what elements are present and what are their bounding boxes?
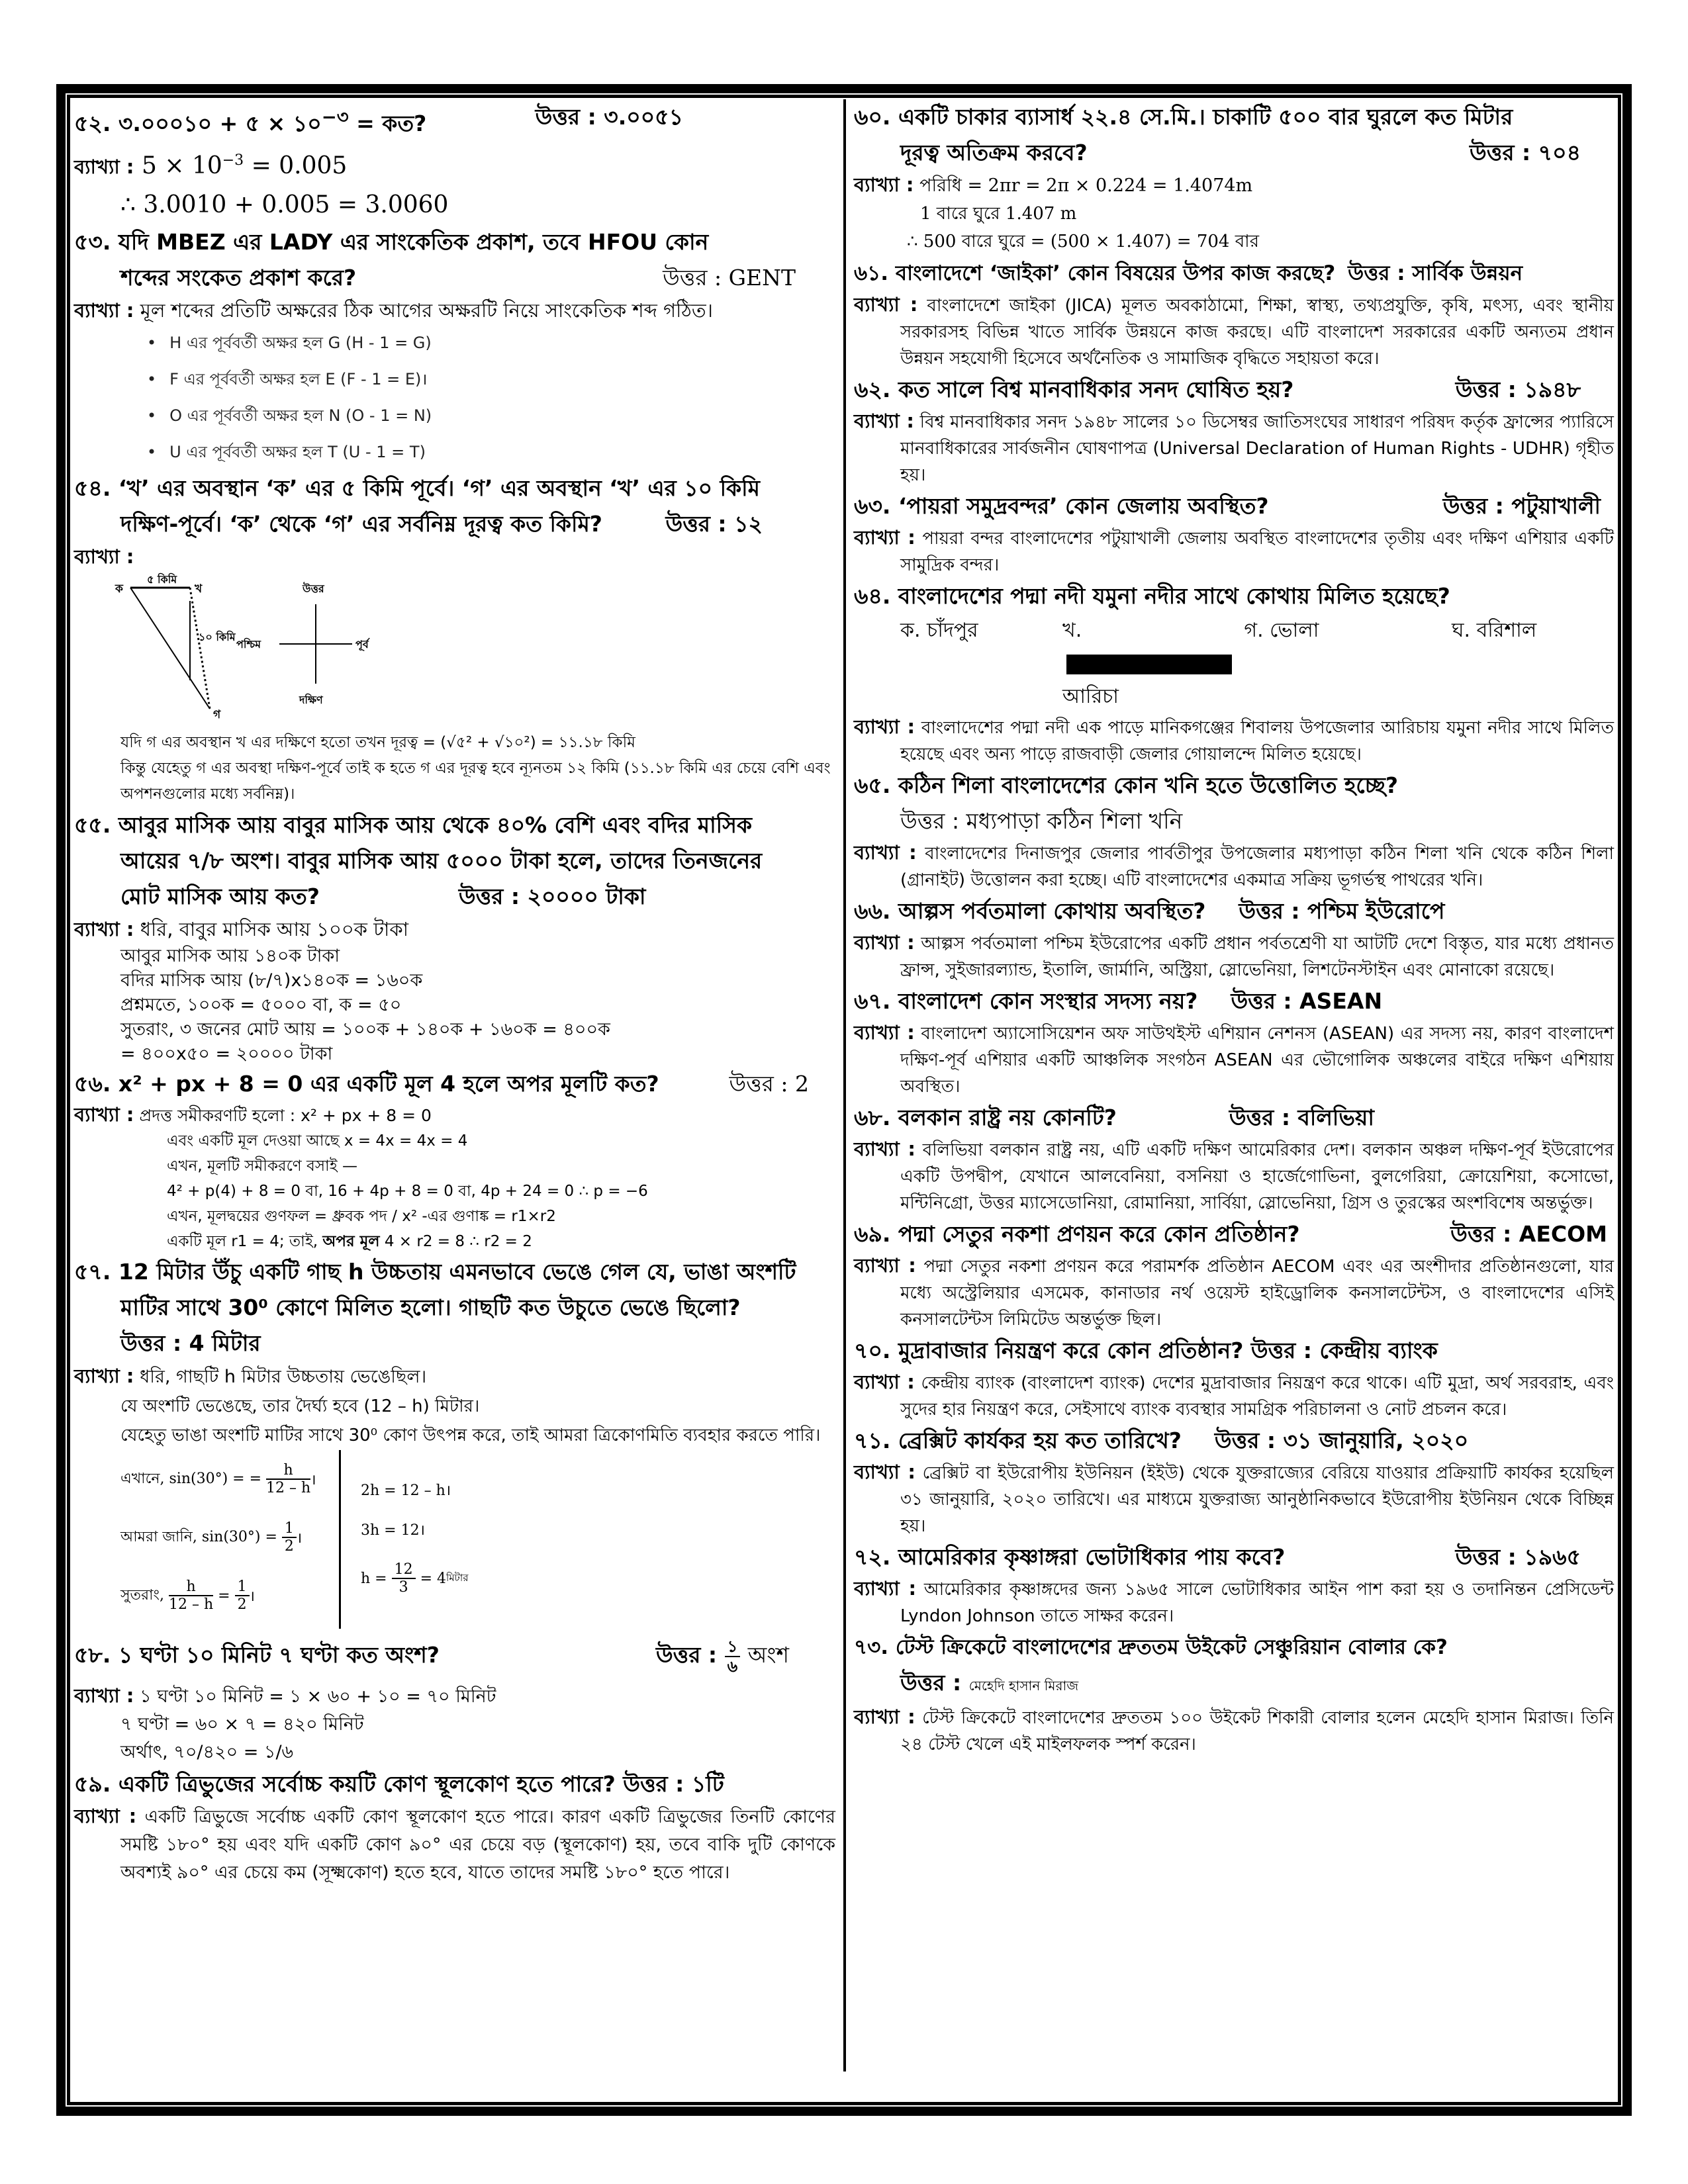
fraction-denominator: ৬: [727, 1657, 738, 1676]
explanation-math: 5 × 10: [141, 152, 222, 179]
question-text: যদি MBEZ এর LADY এর সাংকেতিক প্রকাশ, তবে HFOU কোন: [118, 229, 709, 255]
fraction-denominator: 2: [237, 1596, 247, 1613]
question-text: শব্দের সংকেত প্রকাশ করে?: [120, 265, 357, 291]
explanation-text: পায়রা বন্দর বাংলাদেশের পটুয়াখালী জেলায় অবস্থিত বাংলাদেশের তৃতীয় এবং দক্ষিণ এশিয়ার একটি সামুদ্রিক বন্দর।: [900, 529, 1615, 575]
explanation-text: বাংলাদেশের পদ্মা নদী এক পাড়ে মানিকগঞ্জের শিবালয় উপজেলার আরিচায় যমুনা নদীর সাথে মিলিত হয়েছে এবং অন্য পাড়ে রাজবাড়ী জেলার গোয়ালন্দে মিলিত হয়েছে।: [900, 718, 1614, 764]
explanation-label: ব্যাখ্যা :: [854, 1371, 915, 1393]
answer: উত্তর : পটুয়াখালী: [1442, 493, 1601, 519]
trig-step: আমরা জানি, sin(30°) =: [120, 1528, 277, 1545]
explanation-text: মূল শব্দের প্রতিটি অক্ষরের ঠিক আগের অক্ষরটি নিয়ে সাংকেতিক শব্দ গঠিত।: [140, 299, 714, 322]
question-text: কত সালে বিশ্ব মানবাধিকার সনদ ঘোষিত হয়?: [898, 377, 1294, 402]
explanation-text: কেন্দ্রীয় ব্যাংক (বাংলাদেশ ব্যাংক) দেশের মুদ্রাবাজার নিয়ন্ত্রণ করে থাকে। এটি মুদ্রা, অর্থ সরবরাহ, এবং সুদের হার নিয়ন্ত্রণ করে, সেইসাথে ব্যাংক ব্যবস্থার সামগ্রিক পরিচালনা ও নোট প্রচলন করে।: [900, 1373, 1614, 1420]
answer: উত্তর : 2: [729, 1071, 809, 1097]
compass-west-label: পশ্চিম: [236, 638, 261, 651]
answer: উত্তর : ৩১ জানুয়ারি, ২০২০: [1214, 1428, 1469, 1453]
explanation-line: ধরি, বাবুর মাসিক আয় ১০০ক টাকা: [140, 918, 409, 940]
explanation-text: একটি ত্রিভুজে সর্বোচ্চ একটি কোণ স্থূলকোণ হতে পারে। কারণ একটি ত্রিভুজের তিনটি কোণের সমষ্টি ১৮০° হয় এবং যদি একটি কোণ ৯০° এর চেয়ে বড় (স্থূলকোণ) হয়, তবে বাকি দুটি কোণকে অবশ্যই ৯০° এর চেয়ে কম (সূক্ষ্মকোণ) হতে হবে, যাতে তাদের সমষ্টি ১৮০° হতে পারে।: [120, 1807, 835, 1883]
trig-solution: এখানে, sin(30°) = = $\frac{h}{12 - h}$ । আমরা জানি, sin(30°) = $\frac{1}{2}$ । সুতরাং, $\frac{h}{12 - h}$ = $\frac{1}{2}$ । 2h = 12 – h। 3h = 12। h = $\frac{12}{3}$ = 4 মিটার: [74, 1450, 835, 1629]
explanation-line: প্রশ্নমতে, ১০০ক = ৫০০০ বা, ক = ৫০: [120, 995, 402, 1015]
question-number: ৬৮.: [854, 1105, 891, 1130]
question-text: আল্পস পর্বতমালা কোথায় অবস্থিত?: [898, 898, 1206, 924]
option-gha: ঘ. বরিশাল: [1452, 619, 1537, 642]
question-text: দক্ষিণ-পূর্বে। ‘ক’ থেকে ‘গ’ এর সর্বনিম্ন দূরত্ব কত কিমি?: [120, 511, 602, 537]
explanation-line: এবং একটি মূল দেওয়া আছে x = 4x = 4x = 4: [167, 1132, 468, 1150]
fraction-numerator: h: [169, 1578, 213, 1596]
explanation-text: বাংলাদেশের দিনাজপুর জেলার পার্বতীপুর উপজেলার মধ্যপাড়া কঠিন শিলা খনি থেকে কঠিন শিলা (গ্রানাইট) উত্তোলন করা হচ্ছে। এটি বাংলাদেশের একমাত্র সক্রিয় ভূগর্ভস্থ পাথরের খনি।: [900, 844, 1614, 890]
question-72: [854, 1539, 1614, 1629]
explanation-line: ৭ ঘণ্টা = ৬০ × ৭ = ৪২০ মিনিট: [120, 1714, 364, 1735]
question-58: [74, 1629, 835, 1766]
answer: উত্তর : ১৯৬৫: [1455, 1544, 1581, 1570]
explanation-label: ব্যাখ্যা :: [74, 1365, 134, 1387]
explanation-line: আবুর মাসিক আয় ১৪০ক টাকা: [120, 946, 340, 966]
question-text: ১ ঘণ্টা ১০ মিনিট ৭ ঘণ্টা কত অংশ?: [118, 1642, 440, 1668]
question-text: ‘খ’ এর অবস্থান ‘ক’ এর ৫ কিমি পূর্বে। ‘গ’ এর অবস্থান ‘খ’ এর ১০ কিমি: [118, 475, 760, 501]
question-text: আয়ের ৭/৮ অংশ। বাবুর মাসিক আয় ৫০০০ টাকা হলে, তাদের তিনজনের: [120, 848, 763, 874]
fraction-denominator: 12 – h: [266, 1480, 311, 1496]
explanation-line: প্রদত্ত সমীকরণটি হলো : x² + px + 8 = 0: [139, 1106, 432, 1125]
explanation-label: ব্যাখ্যা :: [854, 293, 918, 316]
question-69: [854, 1216, 1614, 1333]
explanation-label: ব্যাখ্যা :: [854, 1254, 916, 1277]
question-text: ব্রেক্সিট কার্যকর হয় কত তারিখে?: [898, 1428, 1182, 1453]
ka-ga-line: [130, 588, 210, 709]
explanation-line: বদির মাসিক আয় (৮/৭)x১৪০ক = ১৬০ক: [120, 970, 423, 991]
question-62: [854, 372, 1614, 488]
question-71: [854, 1423, 1614, 1539]
question-73: [854, 1629, 1614, 1758]
direction-diagram-svg: [74, 571, 577, 730]
point-ka-label: ক: [115, 582, 123, 596]
answer: উত্তর : সার্বিক উন্নয়ন: [1348, 261, 1523, 285]
answer: উত্তর : 4 মিটার: [120, 1330, 261, 1356]
fraction-numerator: 12: [392, 1561, 416, 1579]
answer: উত্তর : মধ্যপাড়া কঠিন শিলা খনি: [900, 808, 1183, 834]
explanation-label: ব্যাখ্যা :: [854, 1577, 917, 1600]
explanation-line: ১ ঘণ্টা ১০ মিনিট = ১ × ৬০ + ১০ = ৭০ মিনিট: [140, 1686, 496, 1707]
answer: উত্তর : ১৯৪৮: [1455, 377, 1581, 402]
explanation-label: ব্যাখ্যা :: [854, 173, 914, 196]
point-ga-label: গ: [213, 708, 221, 721]
question-65: [854, 768, 1614, 893]
trig-step: = 4: [420, 1570, 447, 1587]
question-59: [74, 1766, 835, 1887]
fraction-denominator: 3: [399, 1579, 408, 1596]
answer: উত্তর : বলিভিয়া: [1229, 1105, 1374, 1130]
question-number: ৬১.: [854, 261, 889, 285]
question-text: ৩.০০০১০ + ৫ × ১০: [118, 111, 322, 136]
explanation-label: ব্যাখ্যা :: [74, 156, 134, 178]
answer: উত্তর : ৩.০০৫১: [535, 104, 683, 130]
question-text: মোট মাসিক আয় কত?: [120, 884, 320, 909]
fraction-numerator: 1: [235, 1578, 250, 1596]
question-number: ৫৭.: [74, 1259, 111, 1285]
explanation-line: যেহেতু ভাঙা অংশটি মাটির সাথে 30⁰ কোণ উৎপন্ন করে, তাই আমরা ত্রিকোণমিতি ব্যবহার করতে পারি।: [120, 1426, 821, 1445]
question-text: মাটির সাথে 30⁰ কোণে মিলিত হলো। গাছটি কত উচুতে ভেঙে ছিলো?: [120, 1295, 741, 1320]
trig-step: সুতরাং,: [120, 1586, 164, 1604]
question-text: ‘পায়রা সমুদ্রবন্দর’ কোন জেলায় অবস্থিত?: [898, 493, 1269, 519]
explanation-text: আল্পস পর্বতমালা পশ্চিম ইউরোপের একটি প্রধান পর্বতশ্রেণী যা আটটি দেশে বিস্তৃত, যার মধ্যে প্রধানত ফ্রান্স, সুইজারল্যান্ড, ইতালি, জার্মানি, অস্ট্রিয়া, স্লোভেনিয়া, লিশটেনস্টাইন এবং মোনাকো রয়েছে।: [900, 934, 1614, 980]
trig-step: এখানে, sin(30°) = =: [120, 1470, 262, 1487]
trig-step: h =: [361, 1570, 387, 1587]
answer: উত্তর : ১২: [665, 511, 763, 537]
explanation-label: ব্যাখ্যা :: [854, 715, 915, 738]
exponent: −৩: [321, 107, 349, 128]
explanation-label: ব্যাখ্যা :: [74, 918, 134, 940]
explanation-label: ব্যাখ্যা :: [74, 1103, 134, 1126]
punctuation: ।: [249, 1588, 255, 1605]
explanation-line: অর্থাৎ, ৭০/৪২০ = ১/৬: [120, 1742, 294, 1762]
question-number: ৬২.: [854, 377, 891, 402]
explanation-label: ব্যাখ্যা :: [854, 410, 914, 432]
explanation-math: = 0.005: [244, 152, 348, 179]
answer: উত্তর : ৭০৪: [1470, 140, 1581, 165]
bullet-item: • O এর পূর্ববর্তী অক্ষর হল N (O - 1 = N): [74, 398, 835, 434]
question-number: ৫৫.: [74, 812, 111, 838]
explanation-math: ∴ 3.0010 + 0.005 = 3.0060: [120, 191, 449, 218]
question-53: [74, 224, 835, 471]
explanation-text: আমেরিকার কৃষ্ণাঙ্গদের জন্য ১৯৬৫ সালে ভোটাধিকার আইন পাশ করা হয় ও তদানিন্তন প্রেসিডেন্ট Lyndon Johnson তাতে সাক্ষর করেন।: [900, 1580, 1615, 1626]
explanation-label: ব্যাখ্যা :: [74, 299, 134, 322]
explanation-line: 4² + p(4) + 8 = 0 বা, 16 + 4p + 8 = 0 বা, 4p + 24 = 0 ∴ p = −6: [167, 1183, 648, 1200]
question-number: ৫৬.: [74, 1071, 111, 1097]
answer: উত্তর : ASEAN: [1231, 988, 1383, 1014]
answer: উত্তর : GENT: [663, 265, 796, 291]
explanation-line: ∴ 500 বারে ঘুরে = (500 × 1.407) = 704 বার: [907, 232, 1260, 251]
question-64: [854, 578, 1614, 768]
explanation-line: সুতরাং, ৩ জনের মোট আয় = ১০০ক + ১৪০ক + ১৬০ক = ৪০০ক: [120, 1019, 610, 1040]
explanation-text: টেস্ট ক্রিকেটে বাংলাদেশের দ্রুততম ১০০ উইকেট শিকারী বোলার হলেন মেহেদি হাসান মিরাজ। তিনি ২৪ টেস্ট খেলে এই মাইলফলক স্পর্শ করেন।: [900, 1708, 1614, 1754]
question-61: [854, 255, 1614, 372]
question-text: একটি চাকার ব্যাসার্ধ ২২.৪ সে.মি.। চাকাটি ৫০০ বার ঘুরলে কত মিটার: [898, 104, 1513, 130]
point-kha-label: খ: [195, 582, 203, 596]
punctuation: ।: [296, 1530, 303, 1547]
answer-options: [854, 614, 1614, 713]
bullet-item: • F এর পূর্ববর্তী অক্ষর হল E (F - 1 = E)।: [74, 361, 835, 398]
question-number: ৬৫.: [854, 772, 891, 798]
trig-step: 2h = 12 – h।: [361, 1482, 451, 1499]
explanation-text: পদ্মা সেতুর নকশা প্রণয়ন করে পরামর্শক প্রতিষ্ঠান AECOM এবং এর অংশীদার প্রতিষ্ঠানগুলো, যার মধ্যে অস্ট্রেলিয়ার এসমেক, কানাডার নর্থ ওয়েস্ট হাইড্রোলিক কনসালটেন্টস, ও বাংলাদেশের এসিই কনসালটেন্টস লিমিটেড অন্তর্ভুক্ত ছিল।: [900, 1257, 1614, 1330]
question-text: কঠিন শিলা বাংলাদেশের কোন খনি হতে উত্তোলিত হচ্ছে?: [898, 772, 1398, 798]
fraction-numerator: h: [266, 1462, 310, 1480]
explanation-line: 4 × r2 = 8 ∴ r2 = 2: [379, 1233, 532, 1250]
question-text: বাংলাদেশের পদ্মা নদী যমুনা নদীর সাথে কোথায় মিলিত হয়েছে?: [898, 583, 1450, 609]
emphasis-text: অপর মূল: [322, 1233, 380, 1250]
exponent: −3: [222, 152, 244, 169]
answer: মেহেদি হাসান মিরাজ: [968, 1678, 1079, 1694]
question-60: [854, 99, 1614, 255]
explanation-line: এখন, মূলটি সমীকরণে বসাই —: [167, 1158, 357, 1175]
explanation-label: ব্যাখ্যা :: [854, 526, 915, 549]
question-66: [854, 893, 1614, 983]
explanation-line: = ৪০০x৫০ = ২০০০০ টাকা: [120, 1044, 333, 1064]
answer-label: উত্তর :: [655, 1642, 718, 1668]
explanation-line: যে অংশটি ভেঙেছে, তার দৈর্ঘ্য হবে (12 – h) মিটার।: [120, 1396, 480, 1416]
question-number: ৬০.: [854, 104, 891, 130]
question-56: [74, 1066, 835, 1254]
fraction-denominator: 2: [284, 1538, 294, 1555]
question-number: ৭৩.: [854, 1635, 889, 1659]
option-ka: ক. চাঁদপুর: [900, 619, 978, 642]
question-number: ৭০.: [854, 1338, 891, 1363]
answer: উত্তর : কেন্দ্রীয় ব্যাংক: [1250, 1338, 1438, 1363]
explanation-text: বাংলাদেশ অ্যাসোসিয়েশন অফ সাউথইস্ট এশিয়ান নেশনস (ASEAN) এর সদস্য নয়, কারণ বাংলাদেশ দক্ষিণ-পূর্ব এশিয়ার একটি আঞ্চলিক সংগঠন ASEAN এর ভৌগোলিক অঞ্চলের বাইরে দক্ষিণ এশিয়ায় অবস্থিত।: [900, 1024, 1614, 1097]
question-text: 12 মিটার উঁচু একটি গাছ h উচ্চতায় এমনভাবে ভেঙে গেল যে, ভাঙা অংশটি: [118, 1259, 796, 1285]
question-number: ৬৯.: [854, 1221, 891, 1247]
question-text: দূরত্ব অতিক্রম করবে?: [900, 140, 1088, 165]
question-text: টেস্ট ক্রিকেটে বাংলাদেশের দ্রুততম উইকেট সেঞ্চুরিয়ান বোলার কে?: [895, 1635, 1448, 1659]
explanation-text: বিশ্ব মানবাধিকার সনদ ১৯৪৮ সালের ১০ ডিসেম্বর জাতিসংঘের সাধারণ পরিষদ কর্তৃক ফ্রান্সের প্যারিসে মানবাধিকারের সার্বজনীন ঘোষণাপত্র (Universal Declaration of Human Rights - UDHR) গৃহীত হয়।: [900, 412, 1614, 485]
explanation-label: ব্যাখ্যা :: [74, 1684, 134, 1707]
explanation-label: ব্যাখ্যা :: [74, 545, 134, 568]
answer: উত্তর : ২০০০০ টাকা: [458, 884, 646, 909]
question-text: একটি ত্রিভুজের সর্বোচ্চ কয়টি কোণ স্থূলকোণ হতে পারে?: [118, 1771, 616, 1797]
compass-south-label: দক্ষিণ: [299, 694, 323, 706]
explanation-line: একটি মূল r1 = 4; তাই,: [167, 1233, 323, 1250]
explanation-line: এখন, মূলদ্বয়ের গুণফল = ধ্রুবক পদ / x² -এর গুণাঙ্ক = r1×r2: [167, 1208, 556, 1225]
question-55: [74, 807, 835, 1066]
question-text: আমেরিকার কৃষ্ণাঙ্গরা ভোটাধিকার পায় কবে?: [898, 1544, 1286, 1570]
fraction-denominator: 12 – h: [168, 1596, 214, 1613]
explanation-text: কিন্তু যেহেতু গ এর অবস্থা দক্ষিণ-পূর্বে তাই ক হতে গ এর দূরত্ব হবে ন্যূনতম ১২ কিমি (১১.১৮ কিমি এর চেয়ে বেশি এবং অপশনগুলোর মধ্যে সর্বনিম্ন)।: [120, 760, 831, 803]
question-number: ৫৪.: [74, 475, 111, 501]
compass-east-label: পূর্ব: [355, 638, 369, 651]
option-text: আরিচা: [1062, 685, 1119, 708]
unit-label: মিটার: [446, 1571, 469, 1584]
explanation-line: 1 বারে ঘুরে 1.407 m: [920, 204, 1077, 224]
question-text: পদ্মা সেতুর নকশা প্রণয়ন করে কোন প্রতিষ্ঠান?: [898, 1221, 1300, 1247]
question-text: মুদ্রাবাজার নিয়ন্ত্রণ করে কোন প্রতিষ্ঠান?: [898, 1338, 1244, 1363]
explanation-label: ব্যাখ্যা :: [854, 1461, 915, 1483]
question-68: [854, 1100, 1614, 1216]
selected-marker-icon: [1066, 655, 1232, 674]
left-column: [74, 99, 835, 1887]
question-number: ৬৬.: [854, 898, 891, 924]
trig-step: 3h = 12।: [361, 1522, 425, 1539]
option-kha: [1062, 614, 1244, 713]
distance-10km-label: ১০ কিমি: [199, 631, 236, 643]
question-text: আবুর মাসিক আয় বাবুর মাসিক আয় থেকে ৪০% বেশি এবং বদির মাসিক: [118, 812, 752, 838]
compass-north-label: উত্তর: [303, 582, 324, 595]
explanation-label: ব্যাখ্যা :: [854, 1021, 915, 1044]
question-number: ৫৯.: [74, 1771, 111, 1797]
option-ga: গ. ভোলা: [1244, 619, 1319, 642]
question-number: ৬৩.: [854, 493, 891, 519]
question-text-end: = কত?: [348, 111, 427, 136]
question-text: বলকান রাষ্ট্র নয় কোনটি?: [898, 1105, 1117, 1130]
distance-5km-label: ৫ কিমি: [147, 573, 177, 586]
direction-diagram: [74, 571, 835, 730]
question-number: ৭১.: [854, 1428, 891, 1453]
explanation-text: বলিভিয়া বলকান রাষ্ট্র নয়, এটি একটি দক্ষিণ আমেরিকার দেশ। বলকান অঞ্চল দক্ষিণ-পূর্ব ইউরোপের একটি উপদ্বীপ, যেখানে আলবেনিয়া, বসনিয়া ও হার্জেগোভিনা, বুলগেরিয়া, ক্রোয়েশিয়া, কসোভো, মন্টিনিগ্রো, উত্তর ম্যাসেডোনিয়া, রোমানিয়া, সার্বিয়া, স্লোভেনিয়া, গ্রিস ও তুরস্কের অংশবিশেষ অন্তর্ভুক্ত।: [900, 1140, 1614, 1213]
column-divider: [843, 99, 846, 2071]
question-number: ৬৭.: [854, 988, 891, 1014]
explanation-label: ব্যাখ্যা :: [854, 1138, 915, 1160]
question-number: ৫৮.: [74, 1642, 111, 1668]
explanation-label: ব্যাখ্যা :: [854, 841, 917, 864]
explanation-line: ধরি, গাছটি h মিটার উচ্চতায় ভেঙেছিল।: [140, 1367, 427, 1387]
question-52: [74, 99, 835, 224]
question-57: [74, 1254, 835, 1629]
explanation-label: ব্যাখ্যা :: [74, 1805, 137, 1827]
question-number: ৭২.: [854, 1544, 891, 1570]
explanation-text: বাংলাদেশে জাইকা (JICA) মূলত অবকাঠামো, শিক্ষা, স্বাস্থ্য, তথ্যপ্রযুক্তি, কৃষি, মৎস্য, এবং স্থানীয় সরকারসহ বিভিন্ন খাতে সার্বিক উন্নয়নে কাজ করছে। এটি বাংলাদেশ সরকারের একটি অন্যতম প্রধান উন্নয়ন সহযোগী হিসেবে অর্থনৈতিক ও সামাজিক বৃদ্ধিতে সহায়তা করে।: [900, 296, 1614, 369]
explanation-label: ব্যাখ্যা :: [854, 1706, 915, 1728]
explanation-text: ব্রেক্সিট বা ইউরোপীয় ইউনিয়ন (ইইউ) থেকে যুক্তরাজ্যের বেরিয়ে যাওয়ার প্রক্রিয়াটি কার্যকর হয়েছিল ৩১ জানুয়ারি, ২০২০ তারিখে। এর মাধ্যমে যুক্তরাজ্য আনুষ্ঠানিকভাবে ইউরোপীয় ইউনিয়ন থেকে বিচ্ছিন্ন হয়।: [900, 1463, 1614, 1536]
explanation-label: ব্যাখ্যা :: [854, 931, 915, 954]
bullet-item: • H এর পূর্ববর্তী অক্ষর হল G (H - 1 = G): [74, 325, 835, 361]
fraction-numerator: 1: [282, 1520, 297, 1538]
question-number: ৬৪.: [854, 583, 891, 609]
question-text: বাংলাদেশে ‘জাইকা’ কোন বিষয়ের উপর কাজ করছে?: [895, 261, 1336, 285]
question-70: [854, 1333, 1614, 1423]
kha-ga-dotted-line: [190, 588, 210, 709]
explanation-text: যদি গ এর অবস্থান খ এর দক্ষিণে হতো তখন দূরত্ব = (√৫² + √১০²) = ১১.১৮ কিমি: [120, 734, 635, 751]
answer: উত্তর : ১টি: [623, 1771, 724, 1797]
answer: উত্তর : পশ্চিম ইউরোপে: [1239, 898, 1445, 924]
question-63: [854, 488, 1614, 578]
question-number: ৫৩.: [74, 229, 111, 255]
fraction-numerator: ১: [725, 1637, 741, 1657]
question-67: [854, 983, 1614, 1100]
explanation-line: পরিধি = 2πr = 2π × 0.224 = 1.4074m: [919, 175, 1253, 196]
answer: উত্তর : AECOM: [1450, 1221, 1607, 1247]
answer-label: উত্তর :: [900, 1670, 962, 1696]
answer: অংশ: [747, 1642, 789, 1668]
right-column: [854, 99, 1614, 1758]
question-number: ৫২.: [74, 111, 111, 136]
question-54: [74, 471, 835, 807]
bullet-item: • U এর পূর্ববর্তী অক্ষর হল T (U - 1 = T): [74, 434, 835, 471]
punctuation: ।: [310, 1472, 316, 1488]
question-text: বাংলাদেশ কোন সংস্থার সদস্য নয়?: [898, 988, 1198, 1014]
question-text: x² + px + 8 = 0 এর একটি মূল 4 হলে অপর মূলটি কত?: [118, 1071, 659, 1097]
option-letter: খ.: [1062, 619, 1082, 642]
